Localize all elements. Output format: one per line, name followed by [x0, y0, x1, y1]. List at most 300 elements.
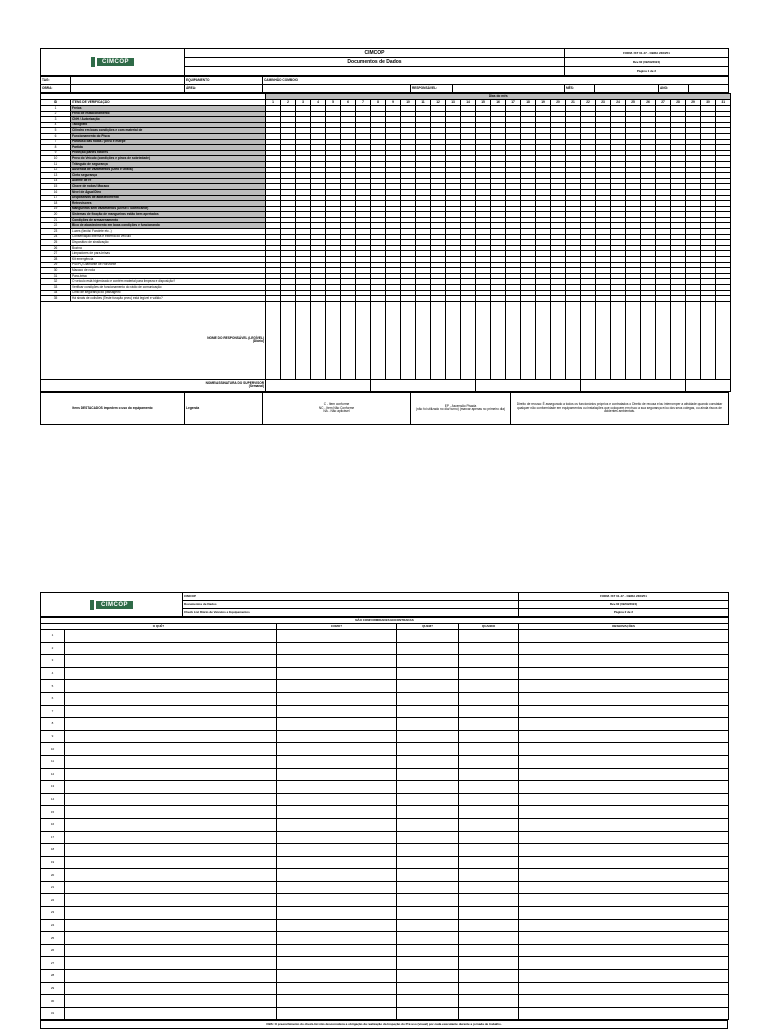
item-number: 12 — [41, 167, 71, 173]
item-label: Luzes (faróis/ Farolete etc..) — [71, 229, 266, 235]
oque-cell[interactable] — [65, 718, 277, 731]
page1-footer-table — [40, 392, 729, 425]
weekly-supervisor-cell[interactable] — [686, 379, 731, 391]
como-cell[interactable] — [277, 957, 397, 970]
row-number: 29 — [41, 982, 65, 995]
company-name: CIMCOP — [185, 49, 565, 58]
revision-2: Rev.02 (09/09/2024) — [519, 601, 729, 609]
quando-cell[interactable] — [459, 730, 519, 743]
item-number: 9 — [41, 150, 71, 156]
observacoes-cell[interactable] — [519, 957, 729, 970]
form-code: FORM. IST 01-47 - OBRA 236/251 — [565, 49, 729, 58]
quando-cell[interactable] — [459, 844, 519, 857]
observacoes-cell[interactable] — [519, 655, 729, 668]
header-empty — [185, 67, 565, 76]
quem-cell[interactable] — [397, 692, 459, 705]
col-quem: QUEM? — [397, 624, 459, 630]
item-label: Pneu do Veículo (condições e pinos de sobriedade) — [71, 156, 266, 162]
days-of-month-header: Dias do mês — [266, 94, 731, 100]
item-number: 28 — [41, 257, 71, 263]
row-number: 25 — [41, 932, 65, 945]
page2-header-table — [40, 592, 729, 617]
item-number: 17 — [41, 195, 71, 201]
como-cell[interactable] — [277, 894, 397, 907]
observacoes-cell[interactable] — [519, 680, 729, 693]
oque-cell[interactable] — [65, 806, 277, 819]
quando-cell[interactable] — [459, 743, 519, 756]
observacoes-cell[interactable] — [519, 667, 729, 680]
day-header: 1 — [266, 100, 281, 106]
observacoes-cell[interactable] — [519, 755, 729, 768]
row-number: 4 — [41, 667, 65, 680]
row-number: 13 — [41, 781, 65, 794]
row-number: 28 — [41, 970, 65, 983]
responsavel-input[interactable] — [453, 85, 565, 93]
row-number: 23 — [41, 907, 65, 920]
daily-signature-cell[interactable] — [311, 301, 326, 379]
quando-cell[interactable] — [459, 944, 519, 957]
day-header: 24 — [611, 100, 626, 106]
signature-label: NOME DO RESPONSÁVEL (LEGÍVEL) — [207, 336, 264, 341]
row-number: 10 — [41, 743, 65, 756]
item-number: 22 — [41, 223, 71, 229]
quando-cell[interactable] — [459, 1007, 519, 1020]
como-cell[interactable] — [277, 856, 397, 869]
como-cell[interactable] — [277, 944, 397, 957]
como-cell[interactable] — [277, 793, 397, 806]
item-number: 2 — [41, 111, 71, 117]
item-number: 24 — [41, 234, 71, 240]
quem-cell[interactable] — [397, 818, 459, 831]
oque-cell[interactable] — [65, 907, 277, 920]
como-cell[interactable] — [277, 970, 397, 983]
item-number: 15 — [41, 184, 71, 190]
quando-cell[interactable] — [459, 630, 519, 643]
oque-cell[interactable] — [65, 881, 277, 894]
observacoes-cell[interactable] — [519, 831, 729, 844]
como-cell[interactable] — [277, 844, 397, 857]
quem-cell[interactable] — [397, 743, 459, 756]
como-cell[interactable] — [277, 655, 397, 668]
company-logo — [41, 49, 185, 76]
daily-signature-cell[interactable] — [356, 301, 371, 379]
quando-cell[interactable] — [459, 894, 519, 907]
item-number: 34 — [41, 290, 71, 296]
como-cell[interactable] — [277, 630, 397, 643]
item-label: Chave de rodas/ Macaco — [71, 184, 266, 190]
obra-input[interactable] — [71, 85, 185, 93]
equipamento-value[interactable]: CAMINHÃO COMBOIO — [263, 77, 729, 85]
quem-cell[interactable] — [397, 806, 459, 819]
quem-cell[interactable] — [397, 982, 459, 995]
quando-cell[interactable] — [459, 781, 519, 794]
quem-cell[interactable] — [397, 881, 459, 894]
item-number: 1 — [41, 106, 71, 112]
quem-cell[interactable] — [397, 705, 459, 718]
daily-signature-cell[interactable] — [491, 301, 506, 379]
item-label: Partida — [71, 145, 266, 151]
observacoes-cell[interactable] — [519, 718, 729, 731]
daily-signature-cell[interactable] — [416, 301, 431, 379]
daily-signature-cell[interactable] — [641, 301, 656, 379]
quando-cell[interactable] — [459, 806, 519, 819]
quem-cell[interactable] — [397, 718, 459, 731]
daily-signature-cell[interactable] — [476, 301, 491, 379]
daily-signature-cell[interactable] — [536, 301, 551, 379]
oque-cell[interactable] — [65, 642, 277, 655]
quem-cell[interactable] — [397, 995, 459, 1008]
day-header: 16 — [491, 100, 506, 106]
oque-cell[interactable] — [65, 856, 277, 869]
mes-input[interactable] — [595, 85, 659, 93]
observacoes-cell[interactable] — [519, 1007, 729, 1020]
daily-signature-cell[interactable] — [611, 301, 626, 379]
quando-cell[interactable] — [459, 680, 519, 693]
tag-input[interactable] — [71, 77, 185, 85]
item-label: CNH / Autorização — [71, 117, 266, 123]
weekly-supervisor-cell[interactable] — [476, 379, 581, 391]
item-label: Para-brisa — [71, 273, 266, 279]
quando-cell[interactable] — [459, 995, 519, 1008]
item-label: Nível de Água/Óleo — [71, 189, 266, 195]
daily-signature-cell[interactable] — [671, 301, 686, 379]
item-number: 21 — [41, 217, 71, 223]
como-cell[interactable] — [277, 818, 397, 831]
como-cell[interactable] — [277, 869, 397, 882]
oque-cell[interactable] — [65, 894, 277, 907]
item-number: 26 — [41, 245, 71, 251]
revision: Rev.02 (09/09/2024) — [565, 58, 729, 67]
oque-cell[interactable] — [65, 781, 277, 794]
quando-cell[interactable] — [459, 982, 519, 995]
oque-cell[interactable] — [65, 730, 277, 743]
oque-cell[interactable] — [65, 970, 277, 983]
oque-cell[interactable] — [65, 982, 277, 995]
day-header: 10 — [401, 100, 416, 106]
como-cell[interactable] — [277, 680, 397, 693]
item-number: 20 — [41, 212, 71, 218]
daily-signature-cell[interactable] — [701, 301, 716, 379]
como-cell[interactable] — [277, 667, 397, 680]
observacoes-cell[interactable] — [519, 944, 729, 957]
oque-cell[interactable] — [65, 844, 277, 857]
daily-signature-cell[interactable] — [626, 301, 641, 379]
page-number: Página 1 de 2 — [565, 67, 729, 76]
checklist-page-1 — [0, 48, 768, 425]
observacoes-cell[interactable] — [519, 970, 729, 983]
quem-cell[interactable] — [397, 680, 459, 693]
daily-signature-cell[interactable] — [341, 301, 356, 379]
quando-cell[interactable] — [459, 907, 519, 920]
row-number: 18 — [41, 844, 65, 857]
item-label: O veículo está higienizado e contém material para limpeza e disposição? — [71, 279, 266, 285]
item-label: Ausência de Vazamentos (Óleo e Graxa) — [71, 167, 266, 173]
observacoes-cell[interactable] — [519, 781, 729, 794]
quando-cell[interactable] — [459, 718, 519, 731]
oque-cell[interactable] — [65, 869, 277, 882]
oque-cell[interactable] — [65, 944, 277, 957]
daily-signature-cell[interactable] — [281, 301, 296, 379]
legend-c-nc-na — [263, 392, 411, 424]
item-label: Proteção partes rotores — [71, 150, 266, 156]
legend-ep-sub: (não foi utilizado no dia/ turno) (marcar apenas no primeiro dia) — [415, 407, 506, 412]
row-number: 27 — [41, 957, 65, 970]
row-number: 19 — [41, 856, 65, 869]
quando-cell[interactable] — [459, 932, 519, 945]
observacoes-cell[interactable] — [519, 982, 729, 995]
observacoes-cell[interactable] — [519, 881, 729, 894]
quem-cell[interactable] — [397, 655, 459, 668]
day-header: 11 — [416, 100, 431, 106]
mes-label: MÊS: — [565, 85, 595, 93]
section-title: NÃO CONFORMIDADES ENCONTRADAS — [41, 618, 729, 624]
observacoes-cell[interactable] — [519, 806, 729, 819]
observacoes-cell[interactable] — [519, 692, 729, 705]
daily-signature-cell[interactable] — [431, 301, 446, 379]
quando-cell[interactable] — [459, 655, 519, 668]
quem-cell[interactable] — [397, 894, 459, 907]
quando-cell[interactable] — [459, 755, 519, 768]
tag-label: TAG: — [41, 77, 71, 85]
daily-signature-cell[interactable] — [506, 301, 521, 379]
observacoes-cell[interactable] — [519, 743, 729, 756]
como-cell[interactable] — [277, 755, 397, 768]
quem-cell[interactable] — [397, 755, 459, 768]
observacoes-cell[interactable] — [519, 932, 729, 945]
item-label: Mangueiras sem vazamentos (Diesel / lubrificante) — [71, 206, 266, 212]
day-header: 9 — [386, 100, 401, 106]
daily-signature-cell[interactable] — [566, 301, 581, 379]
quando-cell[interactable] — [459, 831, 519, 844]
day-header: 12 — [431, 100, 446, 106]
row-number: 1 — [41, 630, 65, 643]
daily-signature-cell[interactable] — [266, 301, 281, 379]
como-cell[interactable] — [277, 831, 397, 844]
daily-signature-cell[interactable] — [656, 301, 671, 379]
day-header: 19 — [536, 100, 551, 106]
quem-cell[interactable] — [397, 642, 459, 655]
quando-cell[interactable] — [459, 919, 519, 932]
quem-cell[interactable] — [397, 831, 459, 844]
como-cell[interactable] — [277, 1007, 397, 1020]
row-number: 3 — [41, 655, 65, 668]
como-cell[interactable] — [277, 881, 397, 894]
como-cell[interactable] — [277, 919, 397, 932]
observacoes-cell[interactable] — [519, 907, 729, 920]
observacoes-cell[interactable] — [519, 630, 729, 643]
daily-signature-cell[interactable] — [596, 301, 611, 379]
day-header: 15 — [476, 100, 491, 106]
observacoes-cell[interactable] — [519, 856, 729, 869]
observacoes-cell[interactable] — [519, 705, 729, 718]
item-number: 13 — [41, 173, 71, 179]
row-number: 30 — [41, 995, 65, 1008]
id-column-header: ID — [41, 100, 71, 106]
oque-cell[interactable] — [65, 743, 277, 756]
observacoes-cell[interactable] — [519, 730, 729, 743]
obs-footer: OBS: O preenchimento do check-list não desconsidera a obrigação da realização da Inspeção do Pré uso (visual) por cada executante durante a jornada de trabalho. — [41, 1021, 728, 1029]
oque-cell[interactable] — [65, 932, 277, 945]
item-label: Cinto de segurança do passageiro — [71, 290, 266, 296]
row-number: 17 — [41, 831, 65, 844]
quando-cell[interactable] — [459, 705, 519, 718]
observacoes-cell[interactable] — [519, 844, 729, 857]
quem-cell[interactable] — [397, 730, 459, 743]
item-label: Verificar condições de funcionamento do rádio de comunicação — [71, 285, 266, 291]
quando-cell[interactable] — [459, 667, 519, 680]
oque-cell[interactable] — [65, 793, 277, 806]
daily-signature-cell[interactable] — [521, 301, 536, 379]
item-label: Condições de armazenamento — [71, 217, 266, 223]
como-cell[interactable] — [277, 768, 397, 781]
item-label: Dispositivo de sinalização — [71, 240, 266, 246]
row-number: 24 — [41, 919, 65, 932]
area-label: ÁREA: — [185, 85, 263, 93]
oque-cell[interactable] — [65, 957, 277, 970]
como-cell[interactable] — [277, 692, 397, 705]
quem-cell[interactable] — [397, 869, 459, 882]
day-header: 18 — [521, 100, 536, 106]
daily-signature-cell[interactable] — [386, 301, 401, 379]
quem-cell[interactable] — [397, 793, 459, 806]
day-header: 6 — [341, 100, 356, 106]
day-header: 27 — [656, 100, 671, 106]
row-number: 11 — [41, 755, 65, 768]
daily-signature-cell[interactable] — [326, 301, 341, 379]
observacoes-cell[interactable] — [519, 768, 729, 781]
weekly-supervisor-cell[interactable] — [371, 379, 476, 391]
daily-signature-cell[interactable] — [461, 301, 476, 379]
quem-cell[interactable] — [397, 768, 459, 781]
item-number: 23 — [41, 229, 71, 235]
item-number: 3 — [41, 117, 71, 123]
item-number: 10 — [41, 156, 71, 162]
oque-cell[interactable] — [65, 630, 277, 643]
quando-cell[interactable] — [459, 957, 519, 970]
quando-cell[interactable] — [459, 818, 519, 831]
supervisor-sub: (Semanal) — [248, 384, 264, 389]
quando-cell[interactable] — [459, 793, 519, 806]
item-number: 4 — [41, 122, 71, 128]
daily-signature-cell[interactable] — [551, 301, 566, 379]
oque-cell[interactable] — [65, 680, 277, 693]
blocking-items-note: Itens DESTACADOS impedem o uso do equipamento — [41, 392, 185, 424]
quando-cell[interactable] — [459, 970, 519, 983]
como-cell[interactable] — [277, 982, 397, 995]
oque-cell[interactable] — [65, 919, 277, 932]
observacoes-cell[interactable] — [519, 894, 729, 907]
oque-cell[interactable] — [65, 818, 277, 831]
day-header: 17 — [506, 100, 521, 106]
quem-cell[interactable] — [397, 919, 459, 932]
oque-cell[interactable] — [65, 667, 277, 680]
daily-signature-cell[interactable] — [581, 301, 596, 379]
document-subtitle-2: Check List Diário de Veículos e Equipamentos — [183, 609, 519, 617]
como-cell[interactable] — [277, 995, 397, 1008]
observacoes-cell[interactable] — [519, 995, 729, 1008]
oque-cell[interactable] — [65, 692, 277, 705]
day-header: 31 — [716, 100, 731, 106]
observacoes-cell[interactable] — [519, 869, 729, 882]
items-column-header: ITENS DE VERIFICAÇÃO — [71, 100, 266, 106]
day-header: 25 — [626, 100, 641, 106]
daily-signature-cell[interactable] — [371, 301, 386, 379]
row-number: 2 — [41, 642, 65, 655]
daily-signature-cell[interactable] — [716, 301, 731, 379]
como-cell[interactable] — [277, 907, 397, 920]
daily-signature-cell[interactable] — [401, 301, 416, 379]
como-cell[interactable] — [277, 730, 397, 743]
quando-cell[interactable] — [459, 768, 519, 781]
ano-input[interactable] — [689, 85, 729, 93]
oque-cell[interactable] — [65, 705, 277, 718]
como-cell[interactable] — [277, 743, 397, 756]
oque-cell[interactable] — [65, 995, 277, 1008]
company-name-2: CIMCOP — [183, 593, 519, 601]
quem-cell[interactable] — [397, 781, 459, 794]
day-header: 5 — [326, 100, 341, 106]
quem-cell[interactable] — [397, 957, 459, 970]
quando-cell[interactable] — [459, 881, 519, 894]
como-cell[interactable] — [277, 642, 397, 655]
daily-signature-cell[interactable] — [296, 301, 311, 379]
observacoes-cell[interactable] — [519, 793, 729, 806]
quem-cell[interactable] — [397, 667, 459, 680]
observacoes-cell[interactable] — [519, 642, 729, 655]
oque-cell[interactable] — [65, 831, 277, 844]
oque-cell[interactable] — [65, 755, 277, 768]
como-cell[interactable] — [277, 781, 397, 794]
quem-cell[interactable] — [397, 1007, 459, 1020]
weekly-supervisor-cell[interactable] — [266, 379, 371, 391]
row-number: 20 — [41, 869, 65, 882]
oque-cell[interactable] — [65, 655, 277, 668]
item-label: Há sinais de colisões (Teste furação pneu) está legível e válido? — [71, 296, 266, 302]
item-number: 27 — [41, 251, 71, 257]
daily-signature-cell[interactable] — [446, 301, 461, 379]
observacoes-cell[interactable] — [519, 818, 729, 831]
oque-cell[interactable] — [65, 768, 277, 781]
col-oque: O QUÊ? — [41, 624, 277, 630]
quem-cell[interactable] — [397, 630, 459, 643]
como-cell[interactable] — [277, 806, 397, 819]
daily-signature-cell[interactable] — [686, 301, 701, 379]
quando-cell[interactable] — [459, 856, 519, 869]
area-input[interactable] — [263, 85, 411, 93]
quando-cell[interactable] — [459, 869, 519, 882]
quem-cell[interactable] — [397, 932, 459, 945]
item-number: 29 — [41, 262, 71, 268]
como-cell[interactable] — [277, 705, 397, 718]
item-label: Alarme de ré — [71, 178, 266, 184]
quem-cell[interactable] — [397, 944, 459, 957]
quem-cell[interactable] — [397, 970, 459, 983]
row-number: 16 — [41, 818, 65, 831]
como-cell[interactable] — [277, 932, 397, 945]
quem-cell[interactable] — [397, 907, 459, 920]
observacoes-cell[interactable] — [519, 919, 729, 932]
como-cell[interactable] — [277, 718, 397, 731]
item-label: Dispositivos de abastecimento — [71, 195, 266, 201]
page1-header-table — [40, 48, 729, 76]
quem-cell[interactable] — [397, 856, 459, 869]
weekly-supervisor-cell[interactable] — [581, 379, 686, 391]
item-label: Kit emergência — [71, 257, 266, 263]
quem-cell[interactable] — [397, 844, 459, 857]
quando-cell[interactable] — [459, 642, 519, 655]
quando-cell[interactable] — [459, 692, 519, 705]
oque-cell[interactable] — [65, 1007, 277, 1020]
